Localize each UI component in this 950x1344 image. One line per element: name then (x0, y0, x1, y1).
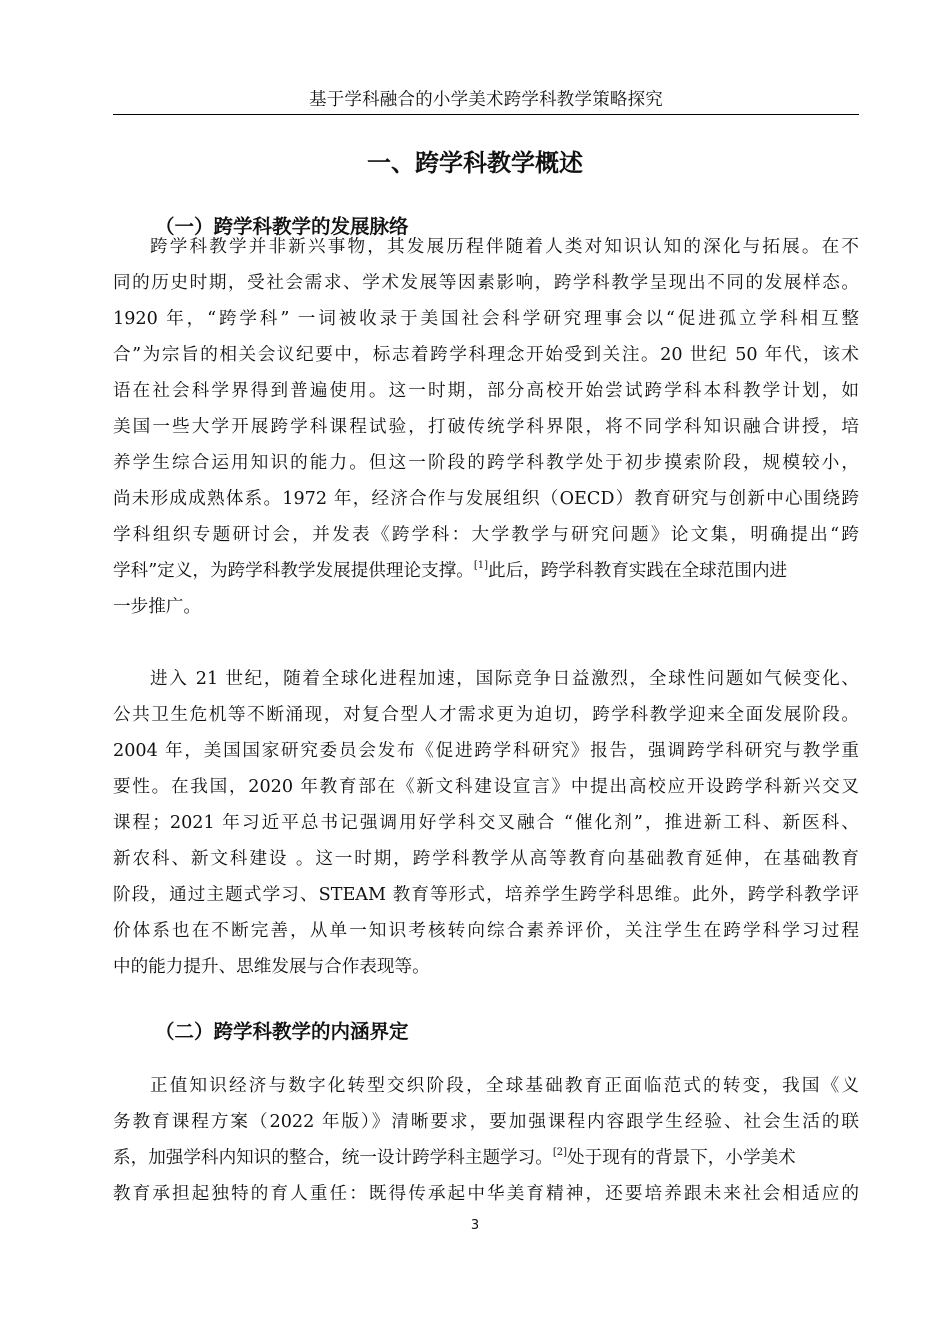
text-line: 养学生综合运用知识的能力。但这一阶段的跨学科教学处于初步摸索阶段，规模较小， (113, 453, 859, 473)
text-line: 新农科、新文科建设 。这一时期，跨学科教学从高等教育向基础教育延伸，在基础教育 (113, 849, 859, 869)
text-line-with-citation (113, 1140, 859, 1176)
text-line: 价体系也在不断完善，从单一知识考核转向综合素养评价，关注学生在跨学科学习过程 (113, 921, 859, 941)
text-line: 务教育课程方案（2022 年版）》清晰要求，要加强课程内容跟学生经验、社会生活的联 (113, 1112, 859, 1132)
text-line: 教育承担起独特的育人重任：既得传承起中华美育精神，还要培养跟未来社会相适应的 (113, 1184, 859, 1204)
text-line: 进入 21 世纪，随着全球化进程加速，国际竞争日益激烈，全球性问题如气候变化、 (150, 669, 859, 689)
text-line: 学科组织专题研讨会，并发表《跨学科：大学教学与研究问题》论文集，明确提出“跨 (113, 525, 859, 545)
text-line: 2004 年，美国国家研究委员会发布《促进跨学科研究》报告，强调跨学科研究与教学重 (113, 741, 859, 761)
text-line-with-citation (113, 553, 859, 589)
subsection-title-2: （二）跨学科教学的内涵界定 (155, 1020, 409, 1043)
text-line: 尚未形成成熟体系。1972 年，经济合作与发展组织（OECD）教育研究与创新中心围绕跨 (113, 489, 859, 509)
paragraph-1 (113, 229, 859, 625)
text-segment: 处于现有的背景下，小学美术 (567, 1148, 796, 1168)
section-title: 一、跨学科教学概述 (367, 149, 583, 177)
paragraph-3 (113, 1068, 859, 1212)
text-line: 正值知识经济与数字化转型交织阶段，全球基础教育正面临范式的转变，我国《义 (150, 1076, 859, 1096)
text-segment: 此后，跨学科教育实践在全球范围内进 (488, 561, 788, 581)
text-line: 跨学科教学并非新兴事物，其发展历程伴随着人类对知识认知的深化与拓展。在不 (150, 237, 859, 257)
running-header: 基于学科融合的小学美术跨学科教学策略探究 (113, 88, 859, 115)
subsection-title-1: （一）跨学科教学的发展脉络 (155, 215, 409, 238)
citation-1: [1] (473, 560, 489, 571)
text-line: 合”为宗旨的相关会议纪要中，标志着跨学科理念开始受到关注。20 世纪 50 年代，该术 (113, 345, 859, 365)
text-line: 语在社会科学界得到普遍使用。这一时期，部分高校开始尝试跨学科本科教学计划，如 (113, 381, 859, 401)
text-line: 课程；2021 年习近平总书记强调用好学科交叉融合 “催化剂”，推进新工科、新医科、 (113, 813, 859, 833)
text-line: 一步推广。 (113, 597, 201, 617)
text-segment: 系，加强学科内知识的整合，统一设计跨学科主题学习。 (113, 1148, 553, 1168)
paragraph-2 (113, 661, 859, 985)
text-line: 1920 年，“跨学科” 一词被收录于美国社会科学研究理事会以“促进孤立学科相互整 (113, 309, 859, 329)
text-line: 同的历史时期，受社会需求、学术发展等因素影响，跨学科教学呈现出不同的发展样态。 (113, 273, 859, 293)
citation-2: [2] (552, 1147, 568, 1158)
text-line: 美国一些大学开展跨学科课程试验，打破传统学科界限，将不同学科知识融合讲授，培 (113, 417, 859, 437)
text-line: 公共卫生危机等不断涌现，对复合型人才需求更为迫切，跨学科教学迎来全面发展阶段。 (113, 705, 859, 725)
text-segment: 学科”定义，为跨学科教学发展提供理论支撑。 (113, 561, 474, 581)
text-line: 中的能力提升、思维发展与合作表现等。 (113, 957, 430, 977)
text-line: 阶段，通过主题式学习、STEAM 教育等形式，培养学生跨学科思维。此外，跨学科教学评 (113, 885, 859, 905)
text-line: 要性。在我国，2020 年教育部在《新文科建设宣言》中提出高校应开设跨学科新兴交叉 (113, 777, 859, 797)
page-number: 3 (470, 1218, 480, 1233)
